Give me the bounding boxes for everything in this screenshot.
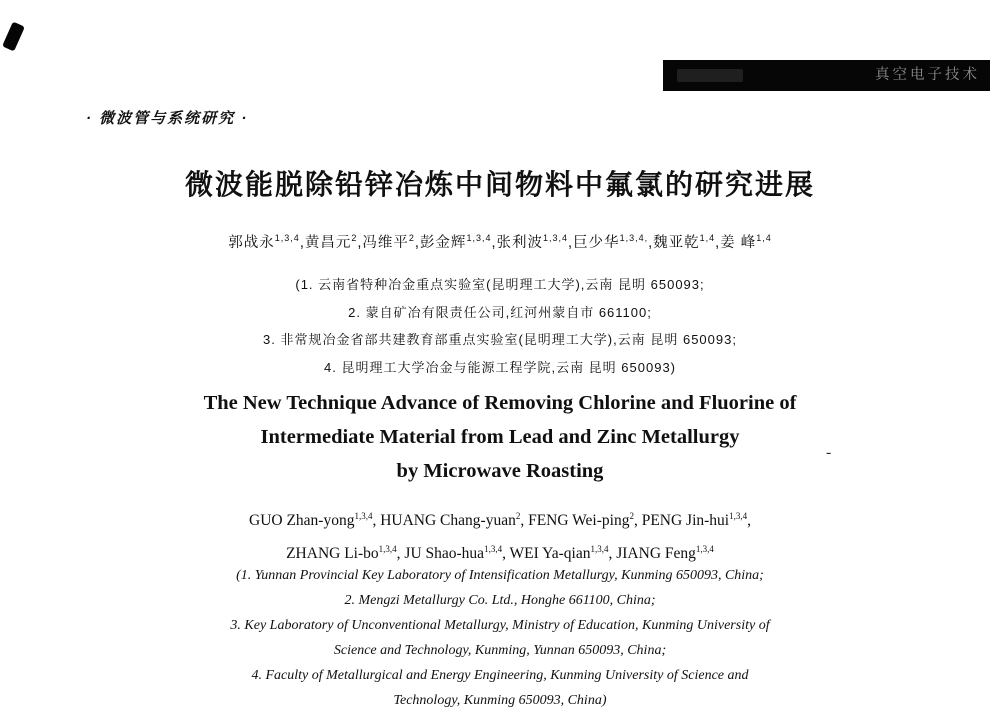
author-name: 巨少华$^{1,3,4,}$	[573, 233, 649, 251]
affiliation-line: 3. Key Laboratory of Unconventional Metallurgy, Ministry of Education, Kunming University of	[230, 618, 770, 633]
affiliation-line: Technology, Kunming 650093, China)	[393, 693, 607, 708]
author-line: GUO Zhan-yong$^{1,3,4}$, HUANG Chang-yuan$^2$, FENG Wei-ping$^2$, PENG Jin-hui$^{1,3,4}$,	[249, 511, 751, 530]
affiliation-line: (1. Yunnan Provincial Key Laboratory of Intensification Metallurgy, Kunming 650093, China;	[236, 568, 764, 583]
journal-banner	[663, 60, 990, 91]
affiliation-line: 2. Mengzi Metallurgy Co. Ltd., Honghe 661100, China;	[344, 593, 656, 608]
author-name: 冯维平$^2$	[362, 233, 415, 251]
author-name: GUO Zhan-yong$^{1,3,4}$	[249, 511, 373, 530]
title-line: by Microwave Roasting	[396, 460, 604, 482]
affiliation-line: Science and Technology, Kunming, Yunnan 650093, China;	[333, 643, 667, 658]
scan-artifact	[2, 22, 25, 52]
author-name: JU Shao-hua$^{1,3,4}$	[404, 544, 503, 563]
journal-banner-label: 真空电子技术	[875, 67, 980, 83]
author-name: 彭金辉$^{1,3,4}$	[419, 233, 492, 251]
author-name: 姜 峰$^{1,4}$	[720, 233, 772, 251]
author-name: JIANG Feng$^{1,3,4}$	[616, 544, 714, 563]
section-label: · 微波管与系统研究 ·	[86, 110, 249, 127]
affiliation-line: 3. 非常规冶金省部共建教育部重点实验室(昆明理工大学),云南 昆明 650093;	[263, 332, 737, 347]
authors-chinese: 郭战永$^{1,3,4}$,黄昌元$^2$,冯维平$^2$,彭金辉$^{1,3,4}$,张利波$^{1,3,4}$,巨少华$^{1,3,4,}$,魏亚乾$^{1,4}$,姜 峰$^{1,4}$	[228, 233, 772, 251]
author-name: PENG Jin-hui$^{1,3,4}$	[641, 511, 748, 530]
affiliation-line: 2. 蒙自矿冶有限责任公司,红河州蒙自市 661100;	[348, 304, 652, 320]
author-name: 黄昌元$^2$	[304, 233, 358, 251]
author-name: 张利波$^{1,3,4}$	[496, 233, 569, 251]
banner-smudge	[677, 69, 743, 82]
affiliations-chinese	[0, 271, 1000, 381]
affiliation-line: 4. Faculty of Metallurgical and Energy Engineering, Kunming University of Science and	[251, 668, 749, 683]
author-line: ZHANG Li-bo$^{1,3,4}$, JU Shao-hua$^{1,3,4}$, WEI Ya-qian$^{1,3,4}$, JIANG Feng$^{1,3,4}$	[286, 544, 714, 563]
authors-english	[0, 502, 1000, 568]
affiliation-line: (1. 云南省特种冶金重点实验室(昆明理工大学),云南 昆明 650093;	[295, 277, 705, 292]
title-english	[0, 386, 1000, 488]
title-line: The New Technique Advance of Removing Chlorine and Fluorine of	[203, 392, 797, 414]
affiliations-english	[0, 563, 1000, 713]
affiliation-line: 4. 昆明理工大学冶金与能源工程学院,云南 昆明 650093)	[324, 359, 676, 375]
author-name: 郭战永$^{1,3,4}$	[228, 233, 300, 251]
title-line: Intermediate Material from Lead and Zinc Metallurgy	[260, 426, 740, 448]
author-name: HUANG Chang-yuan$^2$	[380, 511, 521, 530]
title-chinese: 微波能脱除铅锌冶炼中间物料中氟氯的研究进展	[184, 169, 815, 200]
author-name: ZHANG Li-bo$^{1,3,4}$	[286, 544, 397, 563]
author-name: 魏亚乾$^{1,4}$	[653, 233, 716, 251]
author-name: WEI Ya-qian$^{1,3,4}$	[509, 544, 609, 563]
author-name: FENG Wei-ping$^2$	[528, 511, 634, 530]
scan-dash-artifact: -	[826, 444, 832, 461]
